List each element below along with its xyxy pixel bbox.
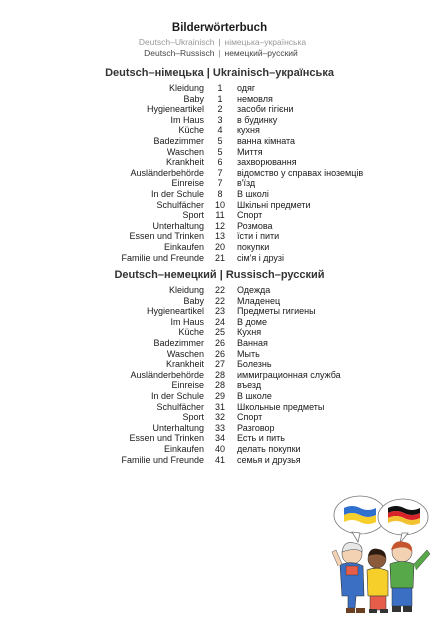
toc-page-number: 11 (215, 210, 225, 221)
toc-translation: В школі (237, 188, 269, 199)
toc-page-number: 1 (217, 83, 223, 93)
toc-page-number: 27 (214, 359, 225, 370)
toc-translation: Мыть (237, 348, 260, 359)
subtitle-ukrainian (0, 37, 439, 47)
toc-row (0, 306, 439, 317)
children-with-flags-illustration (330, 492, 435, 617)
toc-row (0, 168, 439, 179)
toc-row (0, 147, 439, 158)
toc-row (0, 125, 439, 136)
toc-german-term: Einreise (171, 178, 204, 189)
toc-row (0, 285, 439, 296)
toc-german-term: Unterhaltung (152, 220, 204, 231)
toc-page-number: 24 (214, 316, 225, 327)
toc-german-term: Krankheit (165, 359, 204, 370)
toc-translation: Есть и пить (237, 433, 285, 444)
toc-translation: немовля (237, 93, 273, 104)
toc-translation: Спорт (237, 412, 263, 423)
toc-page-number: 28 (214, 369, 225, 380)
toc-translation: семья и друзья (237, 454, 301, 465)
toc-row (0, 136, 439, 147)
toc-translation: Одежда (237, 285, 271, 295)
toc-translation: сім'я і друзі (237, 252, 285, 263)
toc-translation: захворювання (237, 157, 297, 168)
toc-german-term: Ausländerbehörde (130, 369, 204, 380)
toc-german-term: In der Schule (150, 188, 204, 199)
toc-translation: Шкільні предмети (237, 199, 311, 210)
toc-page-number: 13 (214, 231, 225, 242)
toc-row (0, 221, 439, 232)
subtitle-ru-sep: | (218, 48, 221, 58)
section-heading-ukrainian: Deutsch–німецька | Ukrainisch–українська (105, 67, 334, 79)
toc-translation: Младенец (237, 295, 281, 306)
toc-page-number: 28 (214, 380, 225, 391)
toc-page-number: 32 (214, 412, 225, 423)
child-right-figure (390, 541, 430, 612)
toc-page-number: 26 (214, 337, 225, 348)
toc-translation: Предметы гигиены (237, 306, 316, 317)
subtitle-ua-sep: | (218, 37, 221, 47)
toc-page-number: 4 (217, 125, 223, 136)
toc-row (0, 83, 439, 94)
toc-row (0, 391, 439, 402)
toc-row (0, 94, 439, 105)
toc-german-term: Kleidung (168, 285, 204, 295)
toc-row (0, 242, 439, 253)
toc-page-number: 5 (217, 135, 223, 146)
toc-german-term: Krankheit (165, 157, 204, 168)
toc-row (0, 200, 439, 211)
toc-german-term: Essen und Trinken (129, 433, 204, 444)
toc-row (0, 296, 439, 307)
toc-translation: одяг (237, 83, 256, 93)
toc-translation: їсти і пити (237, 231, 280, 242)
toc-translation: В доме (237, 316, 267, 327)
toc-row (0, 380, 439, 391)
section-heading-russian: Deutsch–немецкий | Russisch–русский (114, 269, 325, 281)
toc-translation: Спорт (237, 210, 263, 221)
toc-german-term: Sport (182, 210, 204, 221)
toc-row (0, 455, 439, 466)
toc-page-number: 10 (214, 199, 225, 210)
toc-row (0, 178, 439, 189)
toc-german-term: Waschen (166, 348, 204, 359)
toc-german-term: Einreise (171, 380, 204, 391)
toc-list-ukrainian (0, 83, 439, 263)
toc-page-number: 12 (214, 220, 225, 231)
toc-german-term: In der Schule (150, 390, 204, 401)
toc-german-term: Baby (183, 93, 204, 104)
toc-german-term: Badezimmer (153, 135, 204, 146)
toc-german-term: Schulfächer (156, 401, 204, 412)
toc-page-number: 5 (217, 146, 223, 157)
child-middle-figure (367, 549, 388, 613)
toc-german-term: Im Haus (170, 316, 204, 327)
toc-page-number: 6 (217, 157, 223, 168)
toc-row (0, 338, 439, 349)
toc-german-term: Sport (182, 412, 204, 423)
toc-german-term: Hygieneartikel (146, 104, 204, 115)
toc-page-number: 26 (214, 348, 225, 359)
toc-german-term: Waschen (166, 146, 204, 157)
toc-german-term: Unterhaltung (152, 422, 204, 433)
toc-translation: ванна кімната (237, 135, 296, 146)
toc-german-term: Badezimmer (153, 337, 204, 348)
toc-page-number: 2 (217, 104, 223, 115)
toc-row (0, 370, 439, 381)
toc-german-term: Küche (178, 327, 204, 338)
toc-row (0, 402, 439, 413)
toc-row (0, 157, 439, 168)
toc-translation: делать покупки (237, 443, 301, 454)
toc-page-number: 22 (214, 295, 225, 306)
toc-translation: покупки (237, 241, 270, 252)
toc-translation: в будинку (237, 114, 278, 125)
toc-page-number: 33 (214, 422, 225, 433)
toc-german-term: Hygieneartikel (146, 306, 204, 317)
toc-german-term: Baby (183, 295, 204, 306)
toc-german-term: Im Haus (170, 114, 204, 125)
toc-page-number: 22 (214, 285, 225, 295)
toc-page-number: 1 (217, 93, 223, 104)
subtitle-ua-left: Deutsch–Ukrainisch (138, 37, 215, 47)
toc-translation: Кухня (237, 327, 262, 338)
toc-page-number: 23 (214, 306, 225, 317)
toc-german-term: Familie und Freunde (121, 454, 204, 465)
toc-page-number: 29 (214, 390, 225, 401)
toc-row (0, 253, 439, 264)
toc-page-number: 41 (214, 454, 225, 465)
toc-translation: Миття (237, 146, 263, 157)
toc-row (0, 231, 439, 242)
toc-page-number: 21 (214, 252, 225, 263)
toc-translation: Школьные предметы (237, 401, 325, 412)
toc-page-number: 7 (217, 178, 223, 189)
toc-row (0, 359, 439, 370)
toc-page-number: 40 (214, 443, 225, 454)
toc-list-russian (0, 285, 439, 465)
toc-translation: кухня (237, 125, 260, 136)
toc-translation: засоби гігієни (237, 104, 294, 115)
toc-row (0, 412, 439, 423)
document-title: Bilderwörterbuch (171, 22, 268, 34)
toc-page-number: 8 (217, 188, 223, 199)
toc-page-number: 34 (214, 433, 225, 444)
toc-row (0, 104, 439, 115)
toc-german-term: Einkaufen (163, 241, 204, 252)
toc-translation: В школе (237, 390, 272, 401)
toc-translation: відомство у справах іноземців (237, 167, 364, 178)
toc-translation: Розмова (237, 220, 273, 231)
toc-row (0, 433, 439, 444)
child-left-figure (332, 542, 365, 613)
toc-row (0, 317, 439, 328)
toc-translation: иммиграционная служба (237, 369, 341, 380)
toc-row (0, 189, 439, 200)
subtitle-ua-right: німецька–українська (224, 37, 307, 47)
toc-translation: Ванная (237, 337, 268, 348)
toc-translation: Разговор (237, 422, 275, 433)
toc-row (0, 115, 439, 126)
toc-translation: Болезнь (237, 359, 272, 370)
toc-row (0, 349, 439, 360)
subtitle-russian (0, 48, 439, 58)
toc-german-term: Familie und Freunde (121, 252, 204, 263)
toc-german-term: Kleidung (168, 83, 204, 93)
toc-translation: въезд (237, 380, 262, 391)
toc-row (0, 423, 439, 434)
toc-page-number: 3 (217, 114, 223, 125)
toc-row (0, 444, 439, 455)
toc-german-term: Küche (178, 125, 204, 136)
toc-page-number: 7 (217, 167, 223, 178)
toc-german-term: Essen und Trinken (129, 231, 204, 242)
toc-page-number: 31 (214, 401, 225, 412)
toc-german-term: Ausländerbehörde (130, 167, 204, 178)
toc-translation: в'їзд (237, 178, 256, 189)
subtitle-ru-right: немецкий–русский (224, 48, 298, 58)
toc-row (0, 210, 439, 221)
toc-german-term: Einkaufen (163, 443, 204, 454)
subtitle-ru-left: Deutsch–Russisch (144, 48, 215, 58)
toc-german-term: Schulfächer (156, 199, 204, 210)
toc-page-number: 20 (214, 241, 225, 252)
toc-row (0, 327, 439, 338)
toc-page-number: 25 (214, 327, 225, 338)
